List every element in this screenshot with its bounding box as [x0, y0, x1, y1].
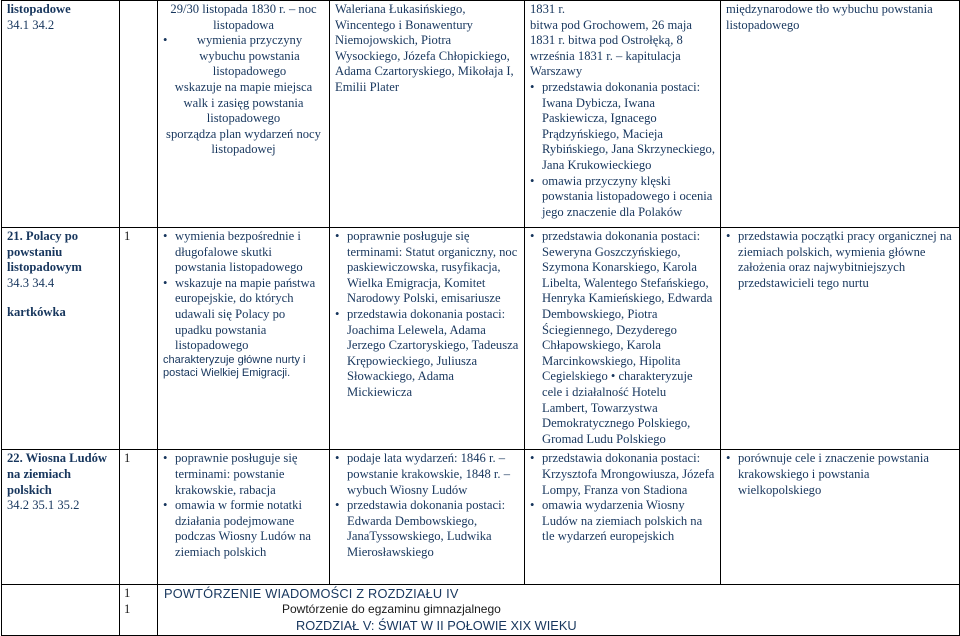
topic-code: 34.2 35.1 35.2 — [7, 498, 80, 513]
req-line: 1831 r. — [530, 2, 565, 16]
basic-item: sporządza plan wydarzeń nocy listopadowej — [166, 126, 321, 157]
req-item: • przedstawia dokonania postaci: Seweryna Goszczyńskiego, Szymona Konarskiego, Karola Libelta, Walentego Stefańskiego, Henryka Kamieńskiego, Edwarda Dembowskiego, Piotra Ściegiennego, Dezyderego Chłapowskiego, Karola Marcinkowskiego, Hipolita Cegielskiego • charakteryzuje cele i działalność Hotelu Lambert, Towarzystwa Demokratycznego Polskiego, Gromad Ludu Polskiego — [530, 229, 715, 447]
topic-cell — [2, 1, 120, 228]
topic-title: 22. Wiosna Ludów na ziemiach polskich — [7, 451, 107, 497]
topic-cell — [2, 228, 120, 450]
req-item: • omawia wydarzenia Wiosny Ludów na ziemiach polskich na tle wydarzeń europejskich — [530, 498, 715, 545]
extended-requirements-cell — [330, 450, 525, 585]
extended-item: • przedstawia dokonania postaci: Joachima Lelewela, Adama Jerzego Czartoryskiego, Tadeusza Krępowieckiego, Juliusza Słowackiego, Adama Mickiewicza — [335, 307, 519, 401]
topic-title: listopadowe — [7, 2, 71, 16]
topic-note: kartkówka — [7, 305, 66, 320]
outstanding-text: międzynarodowe tło wybuchu powstania listopadowego — [726, 2, 933, 32]
basic-item: • wymienia przyczyny wybuchu powstania listopadowego — [163, 33, 324, 80]
basic-small-note: charakteryzuje główne nurty i postaci Wielkiej Emigracji. — [163, 353, 306, 380]
extended-item: • przedstawia dokonania postaci: Edwarda Dembowskiego, JanaTyssowskiego, Ludwika Mierosławskiego — [335, 498, 519, 560]
complementing-requirements-cell — [525, 1, 721, 228]
hours-cell: 1 — [120, 450, 158, 585]
hours-value: 1 — [124, 586, 131, 601]
topic-code: 34.3 34.4 — [7, 275, 55, 290]
basic-requirements-cell — [158, 228, 330, 450]
extended-item: • podaje lata wydarzeń: 1846 r. – powstanie krakowskie, 1848 r. – wybuch Wiosny Ludów — [335, 451, 519, 498]
extended-requirements-cell — [330, 228, 525, 450]
outstanding-requirements-cell — [721, 1, 960, 228]
basic-intro: 29/30 listopada 1830 r. – noc listopadowa — [170, 2, 317, 32]
hours-cell: 1 — [120, 228, 158, 450]
outstanding-requirements-cell — [721, 450, 960, 585]
table-row-november-uprising — [2, 1, 960, 228]
basic-item: • wskazuje na mapie państwa europejskie, do których udawali się Polacy po upadku powstania listopadowego — [163, 276, 324, 354]
complementing-requirements-cell — [525, 450, 721, 585]
req-item: • przedstawia dokonania postaci: Krzysztofa Mrongowiusza, Józefa Lompy, Franza von Stadiona — [530, 451, 715, 498]
outstanding-item: • porównuje cele i znaczenie powstania krakowskiego i powstania wielkopolskiego — [726, 451, 954, 498]
basic-item: • poprawnie posługuje się terminami: powstanie krakowskie, rabacja — [163, 451, 324, 498]
hours-cell — [120, 1, 158, 228]
outstanding-requirements-cell — [721, 228, 960, 450]
extended-item: • poprawnie posługuje się terminami: Statut organiczny, noc paskiewiczowska, rusyfikacja, Wielka Emigracja, Komitet Narodowy Polski, emisariusze — [335, 229, 519, 307]
basic-requirements-cell — [158, 450, 330, 585]
extended-requirements-cell — [330, 1, 525, 228]
review-title: POWTÓRZENIE WIADOMOŚCI Z ROZDZIAŁU IV — [164, 586, 459, 602]
table-row-poles-after-uprising — [2, 228, 960, 450]
basic-requirements-cell — [158, 1, 330, 228]
curriculum-table — [1, 0, 960, 636]
chapter-heading: ROZDZIAŁ V: ŚWIAT W II POŁOWIE XIX WIEKU — [296, 617, 577, 633]
table-row-spring-of-nations — [2, 450, 960, 585]
req-line: bitwa pod Grochowem, 26 maja 1831 r. bitwa pod Ostrołęką, 8 września 1831 r. – kapitulacja Warszawy — [530, 17, 692, 79]
topic-cell — [2, 450, 120, 585]
topic-code: 34.1 34.2 — [7, 17, 55, 32]
hours-value: 1 — [124, 601, 131, 616]
topic-title: 21. Polacy po powstaniu listopadowym — [7, 229, 82, 275]
req-item: • omawia przyczyny klęski powstania listopadowego i ocenia jego znaczenie dla Polaków — [530, 174, 715, 221]
extended-text: Waleriana Łukasińskiego, Wincentego i Bonawentury Niemojowskich, Piotra Wysockiego, Józefa Chłopickiego, Adama Czartoryskiego, Mikołaja I, Emilii Plater — [335, 2, 514, 94]
basic-item: • omawia w formie notatki działania podejmowane podczas Wiosny Ludów na ziemiach polskich — [163, 498, 324, 560]
basic-item: wskazuje na mapie miejsca walk i zasięg powstania listopadowego — [174, 79, 313, 126]
outstanding-item: • przedstawia początki pracy organicznej na ziemiach polskich, wymienia główne założenia oraz najwybitniejszych przedstawicieli tego nurtu — [726, 229, 954, 291]
exam-review: Powtórzenie do egzaminu gimnazjalnego — [282, 601, 501, 616]
complementing-requirements-cell — [525, 228, 721, 450]
req-item: • przedstawia dokonania postaci: Iwana Dybicza, Iwana Paskiewicza, Ignacego Prądzyńskiego, Macieja Rybińskiego, Jana Skrzyneckiego, Jana Krukowieckiego — [530, 80, 715, 174]
basic-item: • wymienia bezpośrednie i długofalowe skutki powstania listopadowego — [163, 229, 324, 276]
